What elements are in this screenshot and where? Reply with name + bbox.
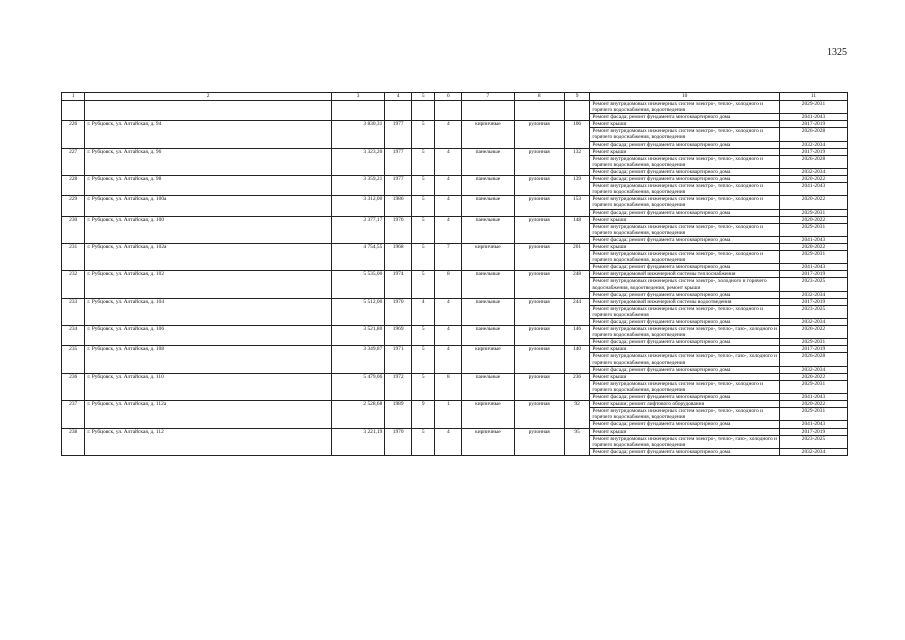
address-cell: г. Рубцовск, ул. Алтайская, д. 104 (85, 298, 331, 325)
address-cell: г. Рубцовск, ул. Алтайская, д. 96 (85, 148, 331, 175)
row-number-cell: 238 (62, 428, 85, 455)
row-number-cell: 234 (62, 326, 85, 346)
apartments-cell: 95 (564, 428, 590, 455)
work-period-cell: 2029-2031 (779, 251, 847, 264)
work-period-cell: 2017-2019 (779, 121, 847, 128)
roof-type-cell: рулонная (514, 346, 564, 373)
work-type-cell: Ремонт фасада; ремонт фундамента многоквартирного дома (590, 141, 780, 148)
work-period-cell: 2020-2022 (779, 176, 847, 183)
apartments-cell: 140 (564, 346, 590, 373)
row-number-cell: 237 (62, 401, 85, 428)
work-period-cell: 2017-2019 (779, 271, 847, 278)
entrances-cell: 1 (435, 401, 462, 428)
roof-type-cell: рулонная (514, 326, 564, 346)
work-type-cell: Ремонт фасада; ремонт фундамента многоквартирного дома (590, 421, 780, 428)
work-type-cell: Ремонт фасада; ремонт фундамента многоквартирного дома (590, 264, 780, 271)
floors-cell: 5 (412, 346, 435, 373)
floors-cell: 5 (412, 271, 435, 298)
wall-material-cell: кирпичные (462, 243, 514, 270)
address-cell: г. Рубцовск, ул. Алтайская, д. 98 (85, 176, 331, 196)
work-period-cell: 2041-2043 (779, 114, 847, 121)
table-row (62, 298, 848, 305)
build-year-cell: 1976 (385, 216, 412, 243)
work-type-cell: Ремонт внутридомовой инженерной системы водоотведения (590, 298, 780, 305)
build-year-cell: 1974 (385, 271, 412, 298)
roof-type-cell: рулонная (514, 373, 564, 400)
floors-cell: 5 (412, 121, 435, 148)
total-area-cell: 5 535,00 (331, 271, 385, 298)
column-number-header: 6 (435, 93, 462, 101)
row-number-cell: 229 (62, 196, 85, 216)
build-year-cell: 1968 (385, 243, 412, 270)
apartments-cell: 92 (564, 401, 590, 428)
work-period-cell: 2017-2019 (779, 346, 847, 353)
work-period-cell: 2023-2025 (779, 278, 847, 291)
work-period-cell: 2032-2034 (779, 168, 847, 175)
address-cell: г. Рубцовск, ул. Алтайская, д. 108 (85, 346, 331, 373)
work-period-cell: 2032-2034 (779, 366, 847, 373)
address-cell: г. Рубцовск, ул. Алтайская, д. 112а (85, 401, 331, 428)
empty-cell (462, 101, 514, 121)
table-row (62, 271, 848, 278)
total-area-cell: 3 323,20 (331, 148, 385, 175)
build-year-cell: 1972 (385, 373, 412, 400)
work-type-cell: Ремонт фасада; ремонт фундамента многоквартирного дома (590, 168, 780, 175)
total-area-cell: 4 754,55 (331, 243, 385, 270)
empty-cell (564, 101, 590, 121)
total-area-cell: 2 528,68 (331, 401, 385, 428)
work-type-cell: Ремонт внутридомовых инженерных систем электро-, тепло-, газо-, холодного и горячего водоснабжения, водоотведения (590, 326, 780, 339)
empty-cell (514, 101, 564, 121)
apartments-cell: 153 (564, 196, 590, 216)
build-year-cell: 1986 (385, 196, 412, 216)
total-area-cell: 5 512,00 (331, 298, 385, 325)
work-type-cell: Ремонт внутридомовых инженерных систем электро-, тепло-, холодного и горячего водоснабжения, водоотведения (590, 251, 780, 264)
work-period-cell: 2041-2043 (779, 236, 847, 243)
wall-material-cell: кирпичные (462, 428, 514, 455)
table-row (62, 243, 848, 250)
entrances-cell: 7 (435, 243, 462, 270)
table-row (62, 148, 848, 155)
work-period-cell: 2041-2043 (779, 394, 847, 401)
column-number-header: 8 (514, 93, 564, 101)
column-number-header: 7 (462, 93, 514, 101)
row-number-cell: 226 (62, 121, 85, 148)
entrances-cell: 4 (435, 326, 462, 346)
work-type-cell: Ремонт внутридомовых инженерных систем электро-, тепло-, газо-, холодного и горячего водоснабжения, водоотведения (590, 435, 780, 448)
entrances-cell: 4 (435, 346, 462, 373)
row-number-cell: 231 (62, 243, 85, 270)
column-number-header: 1 (62, 93, 85, 101)
build-year-cell: 1970 (385, 298, 412, 325)
floors-cell: 5 (412, 373, 435, 400)
work-period-cell: 2041-2043 (779, 421, 847, 428)
wall-material-cell: панельные (462, 216, 514, 243)
work-type-cell: Ремонт фасада; ремонт фундамента многоквартирного дома (590, 236, 780, 243)
floors-cell: 5 (412, 176, 435, 196)
floors-cell: 5 (412, 148, 435, 175)
work-type-cell: Ремонт внутридомовой инженерной системы теплоснабжения (590, 271, 780, 278)
build-year-cell: 1970 (385, 428, 412, 455)
total-area-cell: 3 377,17 (331, 216, 385, 243)
column-number-header: 3 (331, 93, 385, 101)
column-number-header: 10 (590, 93, 780, 101)
work-type-cell: Ремонт фасада; ремонт фундамента многоквартирного дома (590, 394, 780, 401)
apartments-cell: 236 (564, 373, 590, 400)
build-year-cell: 1977 (385, 121, 412, 148)
apartments-cell: 244 (564, 298, 590, 325)
wall-material-cell: панельные (462, 271, 514, 298)
address-cell: г. Рубцовск, ул. Алтайская, д. 106 (85, 326, 331, 346)
work-period-cell: 2020-2022 (779, 401, 847, 408)
floors-cell: 4 (412, 298, 435, 325)
floors-cell: 5 (412, 326, 435, 346)
address-cell: г. Рубцовск, ул. Алтайская, д. 102 (85, 271, 331, 298)
address-cell: г. Рубцовск, ул. Алтайская, д. 94 (85, 121, 331, 148)
work-period-cell: 2032-2034 (779, 291, 847, 298)
table-row (62, 401, 848, 408)
work-period-cell: 2026-2028 (779, 353, 847, 366)
wall-material-cell: панельные (462, 326, 514, 346)
work-period-cell: 2017-2019 (779, 428, 847, 435)
roof-type-cell: рулонная (514, 401, 564, 428)
work-type-cell: Ремонт крыши; ремонт лифтового оборудования (590, 401, 780, 408)
table-row (62, 196, 848, 209)
column-number-header: 11 (779, 93, 847, 101)
total-area-cell: 3 359,21 (331, 176, 385, 196)
wall-material-cell: кирпичные (462, 346, 514, 373)
apartments-cell: 201 (564, 243, 590, 270)
total-area-cell: 3 349,87 (331, 346, 385, 373)
work-type-cell: Ремонт внутридомовых инженерных систем электро-, тепло-, холодного и горячего водоснабжения (590, 305, 780, 318)
entrances-cell: 4 (435, 148, 462, 175)
roof-type-cell: рулонная (514, 148, 564, 175)
work-type-cell: Ремонт внутридомовых инженерных систем электро-, тепло-, холодного и горячего водоснабжения, водоотведения (590, 128, 780, 141)
total-area-cell: 3 830,31 (331, 121, 385, 148)
entrances-cell: 8 (435, 271, 462, 298)
work-type-cell: Ремонт внутридомовых инженерных систем электро-, тепло-, холодного и горячего водоснабжения, водоотведения (590, 183, 780, 196)
wall-material-cell: панельные (462, 298, 514, 325)
empty-cell (385, 101, 412, 121)
entrances-cell: 4 (435, 216, 462, 243)
work-type-cell: Ремонт внутридомовых инженерных систем электро-, холодного и горячего водоснабжения, водоотведения, ремонт крыши (590, 278, 780, 291)
column-number-header: 9 (564, 93, 590, 101)
work-period-cell: 2029-2031 (779, 209, 847, 216)
floors-cell: 9 (412, 401, 435, 428)
work-type-cell: Ремонт крыши (590, 346, 780, 353)
address-cell: г. Рубцовск, ул. Алтайская, д. 100а (85, 196, 331, 216)
work-type-cell: Ремонт фасада; ремонт фундамента многоквартирного дома (590, 114, 780, 121)
work-period-cell: 2020-2022 (779, 196, 847, 209)
work-period-cell: 2032-2034 (779, 448, 847, 455)
row-number-cell: 233 (62, 298, 85, 325)
work-period-cell: 2041-2043 (779, 183, 847, 196)
table-row (62, 326, 848, 339)
work-period-cell: 2020-2022 (779, 243, 847, 250)
work-type-cell: Ремонт внутридомовых инженерных систем электро-, тепло-, газо-, холодного и горячего водоснабжения, водоотведения (590, 353, 780, 366)
roof-type-cell: рулонная (514, 196, 564, 216)
entrances-cell: 4 (435, 428, 462, 455)
apartments-cell: 139 (564, 176, 590, 196)
row-number-cell: 236 (62, 373, 85, 400)
wall-material-cell: кирпичные (462, 401, 514, 428)
address-cell: г. Рубцовск, ул. Алтайская, д. 102а (85, 243, 331, 270)
work-type-cell: Ремонт фасада; ремонт фундамента многоквартирного дома (590, 339, 780, 346)
work-period-cell: 2041-2043 (779, 264, 847, 271)
wall-material-cell: панельные (462, 196, 514, 216)
roof-type-cell: рулонная (514, 243, 564, 270)
apartments-cell: 148 (564, 216, 590, 243)
entrances-cell: 8 (435, 373, 462, 400)
total-area-cell: 3 521,80 (331, 326, 385, 346)
empty-cell (412, 101, 435, 121)
wall-material-cell: кирпичные (462, 121, 514, 148)
work-type-cell: Ремонт фасада; ремонт фундамента многоквартирного дома (590, 291, 780, 298)
work-type-cell: Ремонт крыши (590, 148, 780, 155)
build-year-cell: 1969 (385, 326, 412, 346)
build-year-cell: 1977 (385, 148, 412, 175)
empty-cell (62, 101, 85, 121)
work-type-cell: Ремонт внутридомовых инженерных систем электро-, тепло-, холодного и горячего водоснабжения, водоотведения (590, 223, 780, 236)
total-area-cell: 5 479,06 (331, 373, 385, 400)
work-period-cell: 2032-2034 (779, 141, 847, 148)
roof-type-cell: рулонная (514, 271, 564, 298)
work-period-cell: 2020-2022 (779, 326, 847, 339)
work-type-cell: Ремонт крыши (590, 428, 780, 435)
work-type-cell: Ремонт фасада; ремонт фундамента многоквартирного дома (590, 209, 780, 216)
address-cell: г. Рубцовск, ул. Алтайская, д. 112 (85, 428, 331, 455)
work-type-cell: Ремонт внутридомовых инженерных систем электро-, тепло-, холодного и горячего водоснабжения, водоотведения (590, 380, 780, 393)
entrances-cell: 4 (435, 176, 462, 196)
table-row (62, 346, 848, 353)
row-number-cell: 230 (62, 216, 85, 243)
address-cell: г. Рубцовск, ул. Алтайская, д. 110 (85, 373, 331, 400)
row-number-cell: 228 (62, 176, 85, 196)
work-type-cell: Ремонт крыши (590, 373, 780, 380)
build-year-cell: 1989 (385, 401, 412, 428)
table-row (62, 121, 848, 128)
wall-material-cell: панельные (462, 148, 514, 175)
work-type-cell: Ремонт внутридомовых инженерных систем электро-, тепло-, холодного и горячего водоснабжения, водоотведения (590, 155, 780, 168)
roof-type-cell: рулонная (514, 298, 564, 325)
roof-type-cell: рулонная (514, 216, 564, 243)
apartments-cell: 106 (564, 121, 590, 148)
floors-cell: 5 (412, 196, 435, 216)
work-period-cell: 2017-2019 (779, 148, 847, 155)
empty-cell (85, 101, 331, 121)
work-period-cell: 2029-2031 (779, 223, 847, 236)
column-number-header: 2 (85, 93, 331, 101)
apartments-cell: 146 (564, 326, 590, 346)
roof-type-cell: рулонная (514, 121, 564, 148)
work-type-cell: Ремонт крыши (590, 216, 780, 223)
work-type-cell: Ремонт фасада; ремонт фундамента многоквартирного дома (590, 319, 780, 326)
work-type-cell: Ремонт крыши (590, 121, 780, 128)
address-cell: г. Рубцовск, ул. Алтайская, д. 100 (85, 216, 331, 243)
build-year-cell: 1971 (385, 346, 412, 373)
table-row (62, 176, 848, 183)
empty-cell (331, 101, 385, 121)
capital-repair-register-table (61, 92, 848, 456)
apartments-cell: 248 (564, 271, 590, 298)
total-area-cell: 3 221,19 (331, 428, 385, 455)
entrances-cell: 4 (435, 298, 462, 325)
wall-material-cell: панельные (462, 176, 514, 196)
work-period-cell: 2023-2025 (779, 435, 847, 448)
work-period-cell: 2023-2025 (779, 305, 847, 318)
work-type-cell: Ремонт внутридомовых инженерных систем электро-, тепло-, холодного и горячего водоснабжения, водоотведения (590, 196, 780, 209)
work-period-cell: 2020-2022 (779, 373, 847, 380)
total-area-cell: 3 312,00 (331, 196, 385, 216)
wall-material-cell: панельные (462, 373, 514, 400)
empty-cell (435, 101, 462, 121)
row-number-cell: 232 (62, 271, 85, 298)
build-year-cell: 1977 (385, 176, 412, 196)
roof-type-cell: рулонная (514, 176, 564, 196)
floors-cell: 5 (412, 428, 435, 455)
column-number-header: 5 (412, 93, 435, 101)
work-period-cell: 2026-2028 (779, 155, 847, 168)
work-type-cell: Ремонт крыши (590, 243, 780, 250)
work-type-cell: Ремонт фасада; ремонт фундамента многоквартирного дома (590, 176, 780, 183)
column-number-header-row (62, 93, 848, 101)
work-period-cell: 2026-2028 (779, 128, 847, 141)
work-period-cell: 2029-2031 (779, 339, 847, 346)
table-row (62, 373, 848, 380)
work-type-cell: Ремонт внутридомовых инженерных систем электро-, тепло-, холодного и горячего водоснабжения, водоотведения (590, 408, 780, 421)
work-period-cell: 2017-2019 (779, 298, 847, 305)
entrances-cell: 4 (435, 196, 462, 216)
floors-cell: 5 (412, 216, 435, 243)
floors-cell: 5 (412, 243, 435, 270)
table-row (62, 428, 848, 435)
entrances-cell: 4 (435, 121, 462, 148)
work-period-cell: 2032-2034 (779, 319, 847, 326)
work-period-cell: 2029-2031 (779, 101, 847, 114)
roof-type-cell: рулонная (514, 428, 564, 455)
continuation-row (62, 101, 848, 114)
work-period-cell: 2020-2022 (779, 216, 847, 223)
row-number-cell: 235 (62, 346, 85, 373)
work-type-cell: Ремонт фасада; ремонт фундамента многоквартирного дома (590, 366, 780, 373)
row-number-cell: 227 (62, 148, 85, 175)
work-period-cell: 2029-2031 (779, 408, 847, 421)
apartments-cell: 132 (564, 148, 590, 175)
table-row (62, 216, 848, 223)
work-period-cell: 2029-2031 (779, 380, 847, 393)
page-number: 1325 (827, 47, 847, 58)
column-number-header: 4 (385, 93, 412, 101)
work-type-cell: Ремонт внутридомовых инженерных систем электро-, тепло-, холодного и горячего водоснабжения, водоотведения (590, 101, 780, 114)
work-type-cell: Ремонт фасада; ремонт фундамента многоквартирного дома (590, 448, 780, 455)
